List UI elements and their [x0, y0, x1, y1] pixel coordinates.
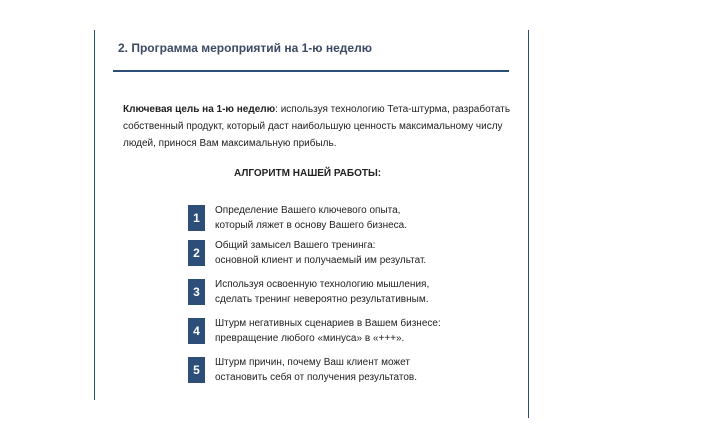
step-text-line: Штурм причин, почему Ваш клиент может — [215, 357, 410, 368]
page-title: 2. Программа мероприятий на 1-ю неделю — [118, 41, 372, 55]
title-divider — [113, 70, 509, 72]
goal-text: : используя технологию Тета-штурма, разработать собственный продукт, который даст наибольшую ценность максимальному числу людей, принося Вам максимальную прибыль. — [123, 104, 511, 149]
step-text-line: Определение Вашего ключевого опыта, — [215, 205, 401, 216]
step-text-line: превращение любого «минуса» в «+++». — [215, 333, 405, 344]
step-text-line: сделать тренинг невероятно результативным. — [215, 294, 429, 305]
step-number-badge: 3 — [188, 279, 205, 305]
goal-paragraph — [123, 101, 513, 152]
step-text — [215, 238, 485, 268]
step-text — [215, 316, 485, 346]
step-text — [215, 277, 485, 307]
step-item — [188, 279, 488, 307]
step-number-badge: 1 — [188, 205, 205, 231]
step-text-line: Используя освоенную технологию мышления, — [215, 279, 430, 290]
step-number-badge: 5 — [188, 357, 205, 383]
step-item — [188, 240, 488, 268]
step-text — [215, 355, 485, 385]
step-item — [188, 357, 488, 385]
step-text-line: Общий замысел Вашего тренинга: — [215, 240, 376, 251]
algorithm-heading: АЛГОРИТМ НАШЕЙ РАБОТЫ: — [234, 168, 382, 179]
goal-lead: Ключевая цель на 1-ю неделю — [123, 104, 276, 115]
step-number-badge: 4 — [188, 318, 205, 344]
step-text-line: Штурм негативных сценариев в Вашем бизнесе: — [215, 318, 441, 329]
step-number-badge: 2 — [188, 240, 205, 266]
step-item — [188, 205, 488, 233]
step-item — [188, 318, 488, 346]
step-text-line: который ляжет в основу Вашего бизнеса. — [215, 220, 408, 231]
step-text — [215, 203, 485, 233]
left-border-line — [94, 30, 95, 400]
right-border-line — [528, 30, 529, 418]
step-text-line: остановить себя от получения результатов. — [215, 372, 418, 383]
step-text-line: основной клиент и получаемый им результат. — [215, 255, 427, 266]
